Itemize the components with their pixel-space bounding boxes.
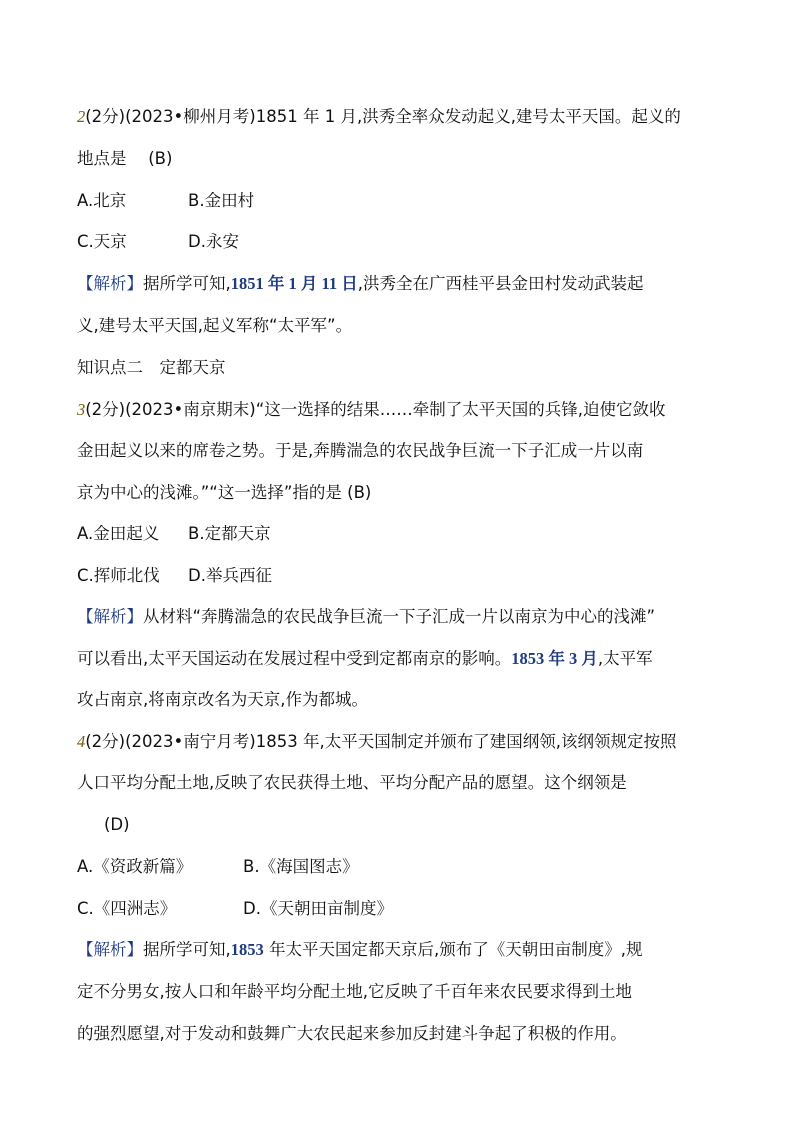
q2-options-row1: [77, 190, 254, 212]
q2-option-d: D.永安: [188, 232, 239, 251]
q2-options-row2: [77, 231, 239, 253]
q4-number: 4: [77, 732, 86, 751]
q3-analysis-line1: 【解析】从材料“奔腾湍急的农民战争巨流一下子汇成一片以南京为中心的浅滩”: [77, 607, 656, 626]
section-title: 知识点二 定都天京: [77, 358, 226, 377]
q4-stem-line3: (D): [104, 815, 130, 834]
q4-option-c: C.《四洲志》: [77, 899, 177, 918]
q4-options-row2: [77, 898, 393, 920]
q4-option-b: B.《海国图志》: [243, 857, 359, 876]
q3-analysis-tag: 【解析】: [77, 607, 143, 626]
q3-options-row2: [77, 565, 272, 587]
q2-option-a: A.北京: [77, 191, 127, 210]
q3-options-row1: [77, 523, 271, 545]
q2-analysis-line1: 【解析】据所学可知,1851 年 1 月 11 日,洪秀全在广西桂平县金田村发动武装起: [77, 274, 644, 293]
q3-option-b: B.定都天京: [188, 524, 271, 543]
q3-analysis-line2: 可以看出,太平天国运动在发展过程中受到定都南京的影响。1853 年 3 月,太平军: [77, 649, 653, 668]
q3-analysis-line3: 攻占南京,将南京改名为天京,作为都城。: [77, 690, 368, 709]
q4-analysis-tag: 【解析】: [77, 940, 143, 959]
q2-stem-line1: 2(2分)(2023•柳州月考)1851 年 1 月,洪秀全率众发动起义,建号太平天国。起义的: [77, 107, 681, 126]
q3-number: 3: [77, 400, 86, 419]
q3-option-c: C.挥师北伐: [77, 566, 160, 585]
q4-stem-line2: 人口平均分配土地,反映了农民获得土地、平均分配产品的愿望。这个纲领是: [77, 773, 627, 792]
q4-analysis-line2: 定不分男女,按人口和年龄平均分配土地,它反映了千百年来农民要求得到土地: [77, 982, 632, 1001]
q4-stem-line1: 4(2分)(2023•南宁月考)1853 年,太平天国制定并颁布了建国纲领,该纲领规定按照: [77, 732, 677, 751]
q3-option-a: A.金田起义: [77, 524, 160, 543]
q3-stem-line3: 京为中心的浅滩。”“这一选择”指的是 (B): [77, 483, 372, 502]
q2-stem-line2: 地点是 (B): [77, 149, 173, 168]
q4-option-d: D.《天朝田亩制度》: [243, 899, 393, 918]
q3-stem-line2: 金田起义以来的席卷之势。于是,奔腾湍急的农民战争巨流一下子汇成一片以南: [77, 441, 644, 460]
q4-option-a: A.《资政新篇》: [77, 857, 193, 876]
q2-number: 2: [77, 107, 86, 126]
q2-analysis-line2: 义,建号太平天国,起义军称“太平军”。: [77, 316, 353, 335]
q3-option-d: D.举兵西征: [188, 566, 272, 585]
q4-analysis-line3: 的强烈愿望,对于发动和鼓舞广大农民起来参加反封建斗争起了积极的作用。: [77, 1024, 627, 1043]
q4-options-row1: [77, 856, 359, 878]
q3-stem-line1: 3(2分)(2023•南京期末)“这一选择的结果……牵制了太平天国的兵锋,迫使它敛收: [77, 400, 666, 419]
q4-analysis-line1: 【解析】据所学可知,1853 年太平天国定都天京后,颁布了《天朝田亩制度》,规: [77, 940, 643, 959]
q2-option-c: C.天京: [77, 232, 127, 251]
q2-option-b: B.金田村: [188, 191, 255, 210]
q2-analysis-tag: 【解析】: [77, 274, 143, 293]
